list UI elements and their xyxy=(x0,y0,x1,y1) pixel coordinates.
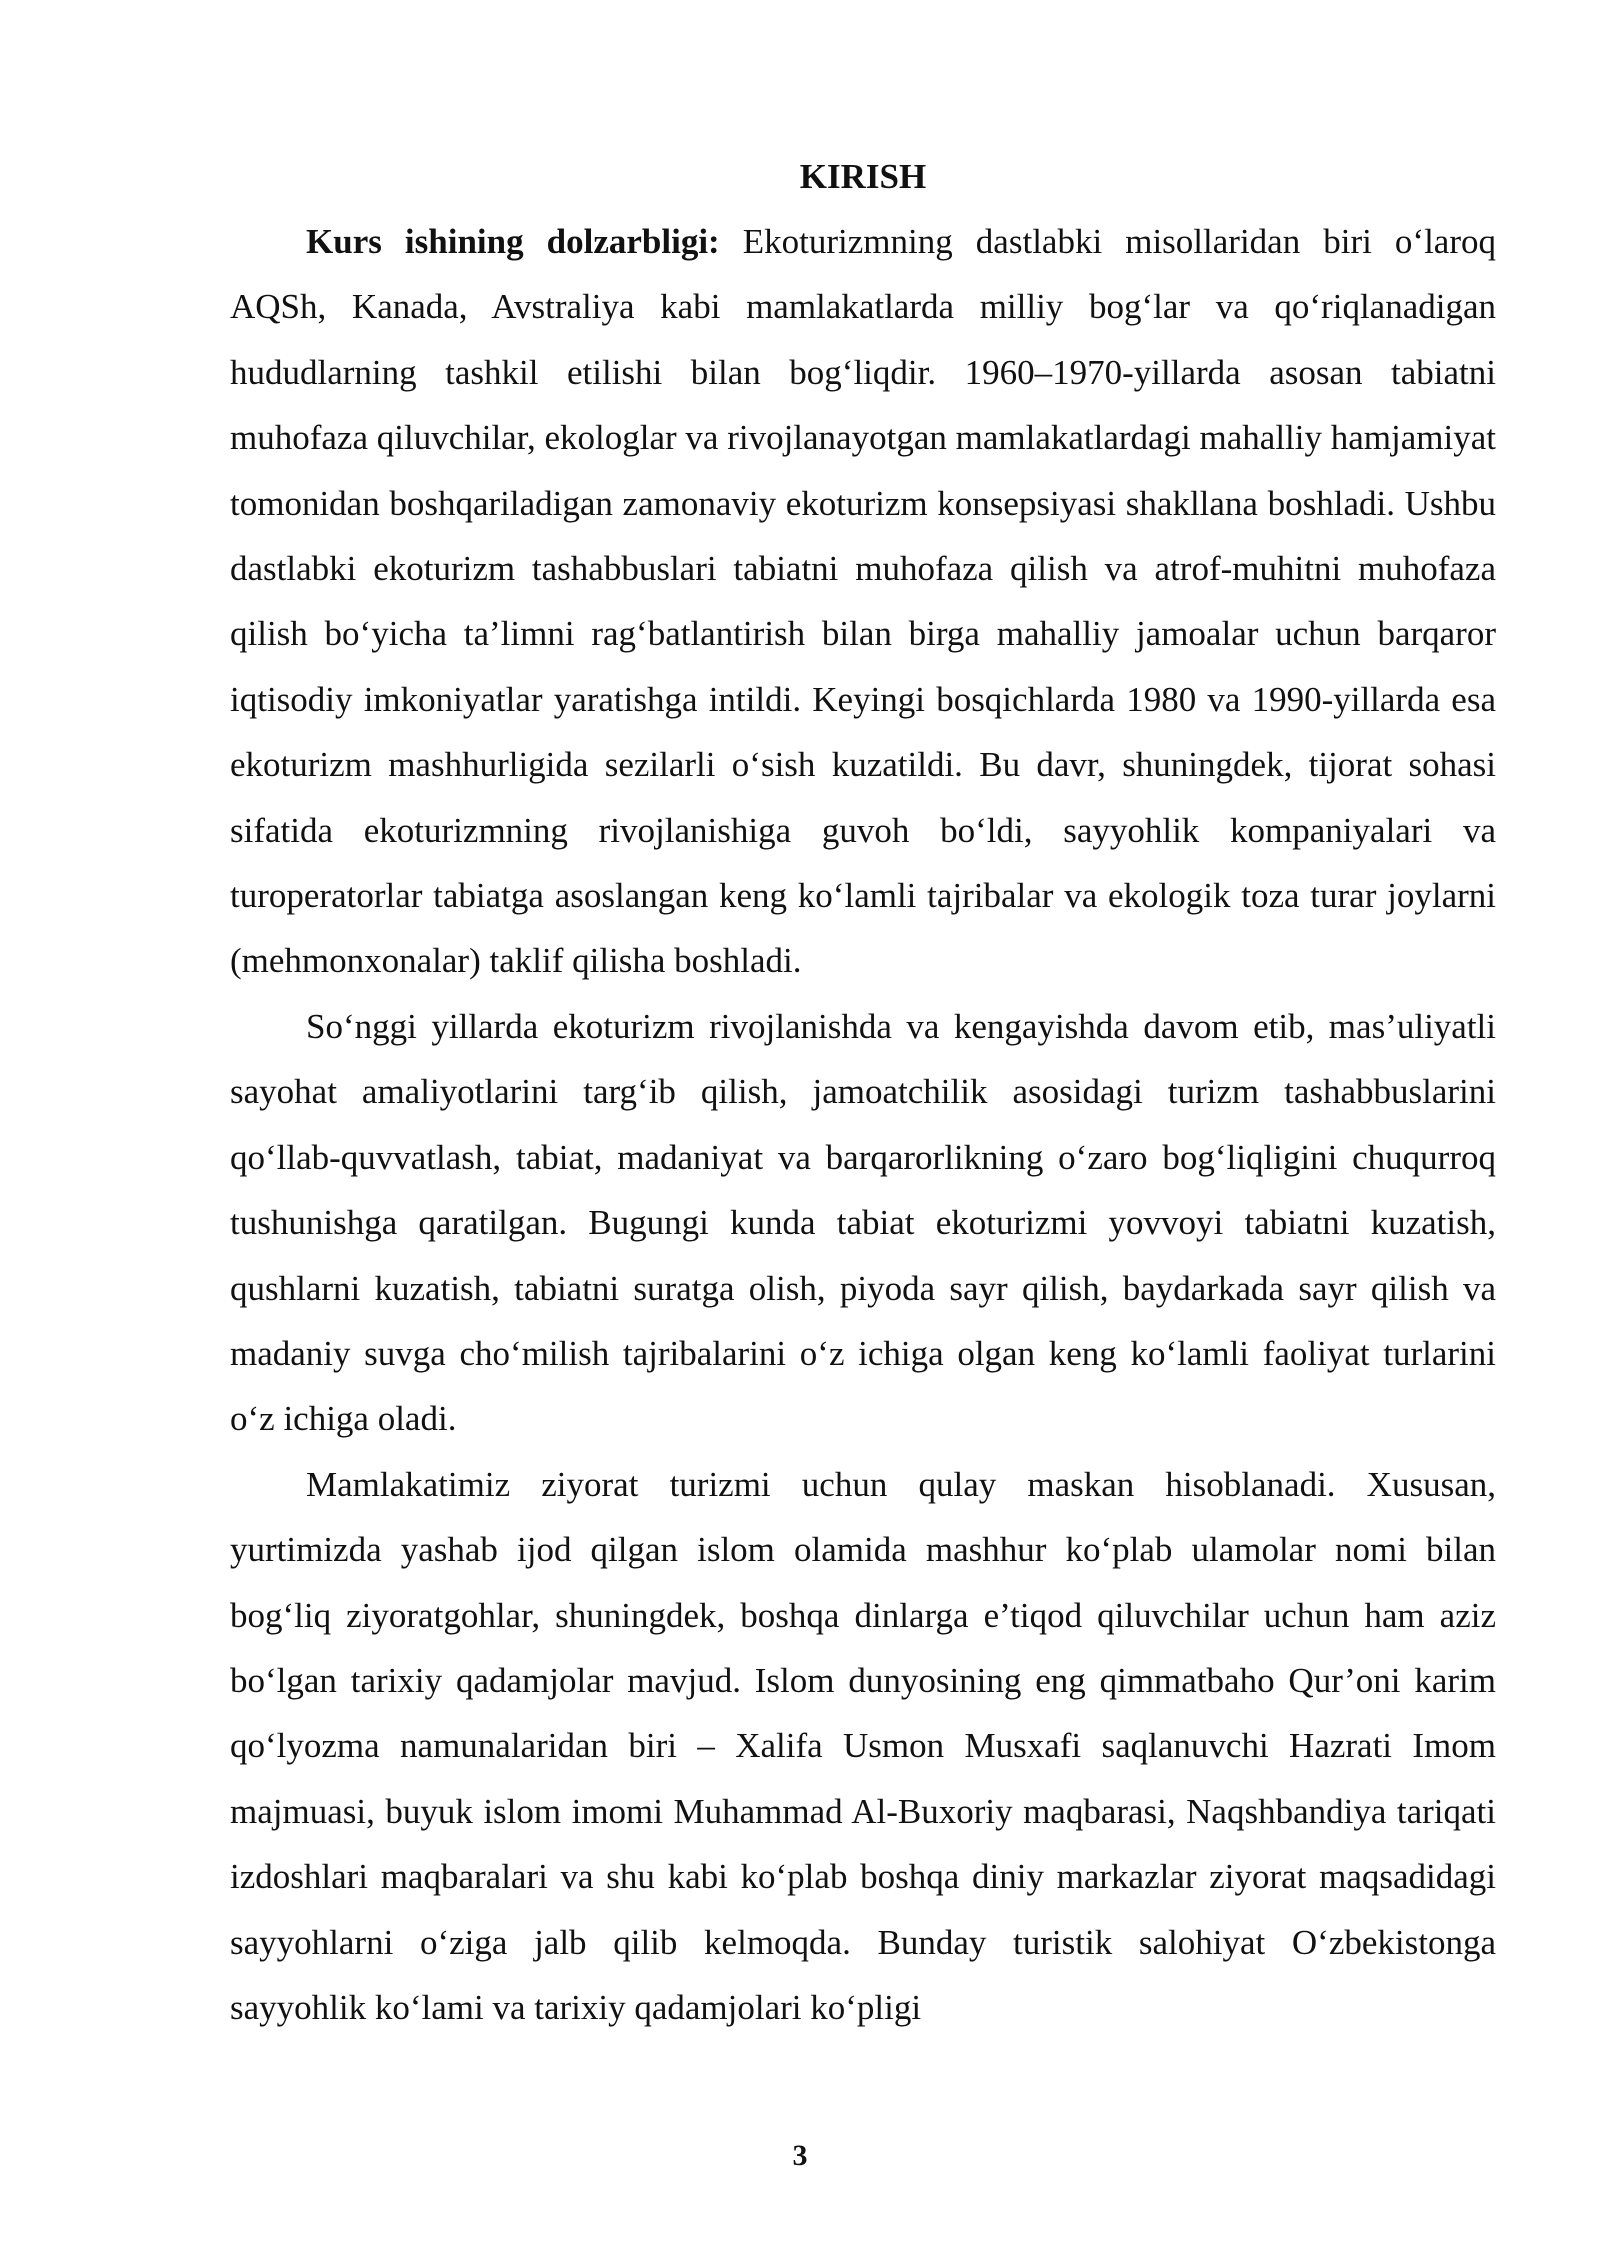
paragraph-pilgrimage: Mamlakatimiz ziyorat turizmi uchun qulay maskan hisoblanadi. Xususan, yurtimizda yashab ijod qilgan islom olamida mashhur ko‘plab ulamolar nomi bilan bog‘liq ziyoratgohlar, shuningdek, boshqa dinlarga e’tiqod qiluvchilar uchun ham aziz bo‘lgan tarixiy qadamjolar mavjud. Islom dunyosining eng qimmatbaho Qur’oni karim qo‘lyozma namunalaridan biri – Xalifa Usmon Musxafi saqlanuvchi Hazrati Imom majmuasi, buyuk islom imomi Muhammad Al-Buxoriy maqbarasi, Naqshbandiya tariqati izdoshlari maqbaralari va shu kabi ko‘plab boshqa diniy markazlar ziyorat maqsadidagi sayyohlarni o‘ziga jalb qilib kelmoqda. Bunday turistik salohiyat O‘zbekistonga sayyohlik ko‘lami va tarixiy qadamjolari ko‘pligi xyxy=(230,1464,1496,2027)
page-number: 3 xyxy=(792,2139,808,2172)
document-body xyxy=(230,145,1496,2040)
page-title: KIRISH xyxy=(799,157,927,196)
intro-label: Kurs ishining dolzarbligi: xyxy=(306,222,720,261)
paragraph-text: Ekoturizmning dastlabki misollaridan biri o‘laroq AQSh, Kanada, Avstraliya kabi mamlakatlarda milliy bog‘lar va qo‘riqlanadigan hududlarning tashkil etilishi bilan bog‘liqdir. 1960–1970-yillarda asosan tabiatni muhofaza qiluvchilar, ekologlar va rivojlanayotgan mamlakatlardagi mahalliy hamjamiyat tomonidan boshqariladigan zamonaviy ekoturizm konsepsiyasi shakllana boshladi. Ushbu dastlabki ekoturizm tashabbuslari tabiatni muhofaza qilish va atrof-muhitni muhofaza qilish bo‘yicha ta’limni rag‘batlantirish bilan birga mahalliy jamoalar uchun barqaror iqtisodiy imkoniyatlar yaratishga intildi. Keyingi bosqichlarda 1980 va 1990-yillarda esa ekoturizm mashhurligida sezilarli o‘sish kuzatildi. Bu davr, shuningdek, tijorat sohasi sifatida ekoturizmning rivojlanishiga guvoh bo‘ldi, sayyohlik kompaniyalari va turoperatorlar tabiatga asoslangan keng ko‘lamli tajribalar va ekologik toza turar joylarni (mehmonxonalar) taklif qilisha boshladi. xyxy=(230,222,1496,981)
paragraph-relevance xyxy=(230,209,1496,994)
paragraph-recent-years: So‘nggi yillarda ekoturizm rivojlanishda va kengayishda davom etib, mas’uliyatli sayohat amaliyotlarini targ‘ib qilish, jamoatchilik asosidagi turizm tashabbuslarini qo‘llab-quvvatlash, tabiat, madaniyat va barqarorlikning o‘zaro bog‘liqligini chuqurroq tushunishga qaratilgan. Bugungi kunda tabiat ekoturizmi yovvoyi tabiatni kuzatish, qushlarni kuzatish, tabiatni suratga olish, piyoda sayr qilish, baydarkada sayr qilish va madaniy suvga cho‘milish tajribalarini o‘z ichiga olgan keng ko‘lamli faoliyat turlarini o‘z ichiga oladi. xyxy=(230,1006,1496,1439)
